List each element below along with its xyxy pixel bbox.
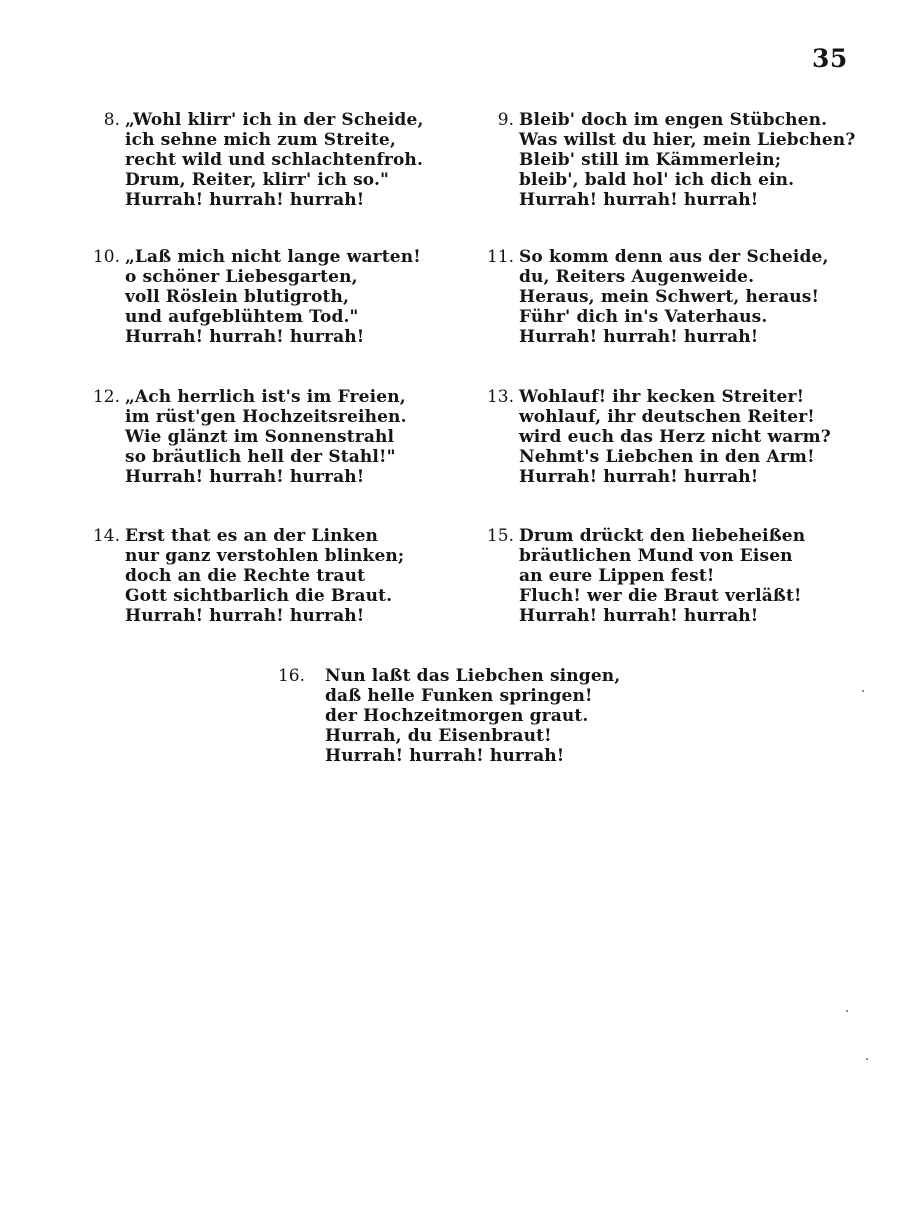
stanza-number: 14. bbox=[92, 526, 120, 546]
verse-line: Wie glänzt im Sonnenstrahl bbox=[125, 427, 395, 447]
stanza-number: 9. bbox=[497, 110, 514, 130]
stanza-lines bbox=[519, 110, 864, 210]
verse-line: ich sehne mich zum Streite, bbox=[125, 130, 396, 150]
verse-line: recht wild und schlachtenfroh. bbox=[125, 150, 424, 170]
verse-line: bräutlichen Mund von Eisen bbox=[519, 546, 793, 566]
stanza-lines bbox=[519, 387, 864, 487]
verse-line: im rüst'gen Hochzeitsreihen. bbox=[125, 407, 407, 427]
verse-line: so bräutlich hell der Stahl!" bbox=[125, 447, 396, 467]
paper-speck bbox=[866, 1058, 868, 1060]
refrain-line: Hurrah! hurrah! hurrah! bbox=[519, 190, 759, 210]
verse-line: „Ach herrlich ist's im Freien, bbox=[125, 387, 406, 407]
verse-line: du, Reiters Augenweide. bbox=[519, 267, 755, 287]
stanza-number: 15. bbox=[486, 526, 514, 546]
verse-line: und aufgeblühtem Tod." bbox=[125, 307, 359, 327]
stanza-number: 8. bbox=[103, 110, 120, 130]
verse-line: bleib', bald hol' ich dich ein. bbox=[519, 170, 795, 190]
verse-line: Wohlauf! ihr kecken Streiter! bbox=[519, 387, 805, 407]
stanza-lines bbox=[125, 526, 470, 626]
verse-line: Drum, Reiter, klirr' ich so." bbox=[125, 170, 390, 190]
stanza-number: 16. bbox=[277, 666, 305, 686]
verse-line: Nehmt's Liebchen in den Arm! bbox=[519, 447, 815, 467]
refrain-line: Hurrah! hurrah! hurrah! bbox=[125, 606, 365, 626]
verse-line: Fluch! wer die Braut verläßt! bbox=[519, 586, 802, 606]
verse-line: Erst that es an der Linken bbox=[125, 526, 379, 546]
stanza-number: 11. bbox=[486, 247, 514, 267]
verse-line: daß helle Funken springen! bbox=[325, 686, 593, 706]
verse-line: Drum drückt den liebeheißen bbox=[519, 526, 806, 546]
verse-line: Führ' dich in's Vaterhaus. bbox=[519, 307, 768, 327]
refrain-line: Hurrah! hurrah! hurrah! bbox=[125, 190, 365, 210]
refrain-line: Hurrah! hurrah! hurrah! bbox=[125, 327, 365, 347]
verse-line: wird euch das Herz nicht warm? bbox=[519, 427, 831, 447]
stanza-lines bbox=[325, 666, 670, 766]
stanza-lines bbox=[519, 247, 864, 347]
verse-line: o schöner Liebesgarten, bbox=[125, 267, 358, 287]
stanza-number: 10. bbox=[92, 247, 120, 267]
verse-line: Gott sichtbarlich die Braut. bbox=[125, 586, 393, 606]
verse-line: Was willst du hier, mein Liebchen? bbox=[519, 130, 856, 150]
stanza-lines bbox=[125, 247, 470, 347]
verse-line: nur ganz verstohlen blinken; bbox=[125, 546, 405, 566]
verse-line: wohlauf, ihr deutschen Reiter! bbox=[519, 407, 815, 427]
verse-line: doch an die Rechte traut bbox=[125, 566, 366, 586]
refrain-line: Hurrah! hurrah! hurrah! bbox=[519, 467, 759, 487]
refrain-line: Hurrah! hurrah! hurrah! bbox=[125, 467, 365, 487]
verse-line: „Wohl klirr' ich in der Scheide, bbox=[125, 110, 424, 130]
stanza-lines bbox=[125, 387, 470, 487]
verse-line: „Laß mich nicht lange warten! bbox=[125, 247, 421, 267]
paper-speck bbox=[862, 690, 864, 692]
refrain-line: Hurrah! hurrah! hurrah! bbox=[325, 746, 565, 766]
refrain-line: Hurrah! hurrah! hurrah! bbox=[519, 606, 759, 626]
refrain-line: Hurrah! hurrah! hurrah! bbox=[519, 327, 759, 347]
stanza-number: 13. bbox=[486, 387, 514, 407]
stanza-lines bbox=[125, 110, 470, 210]
page-number: 35 bbox=[812, 44, 848, 73]
stanza-lines bbox=[519, 526, 864, 626]
verse-line: der Hochzeitmorgen graut. bbox=[325, 706, 589, 726]
verse-line: Hurrah, du Eisenbraut! bbox=[325, 726, 552, 746]
verse-line: voll Röslein blutigroth, bbox=[125, 287, 350, 307]
paper-speck bbox=[846, 1010, 848, 1012]
verse-line: an eure Lippen fest! bbox=[519, 566, 715, 586]
verse-line: Bleib' doch im engen Stübchen. bbox=[519, 110, 828, 130]
stanza-number: 12. bbox=[92, 387, 120, 407]
verse-line: Nun laßt das Liebchen singen, bbox=[325, 666, 621, 686]
verse-line: Heraus, mein Schwert, heraus! bbox=[519, 287, 820, 307]
verse-line: Bleib' still im Kämmerlein; bbox=[519, 150, 782, 170]
verse-line: So komm denn aus der Scheide, bbox=[519, 247, 829, 267]
